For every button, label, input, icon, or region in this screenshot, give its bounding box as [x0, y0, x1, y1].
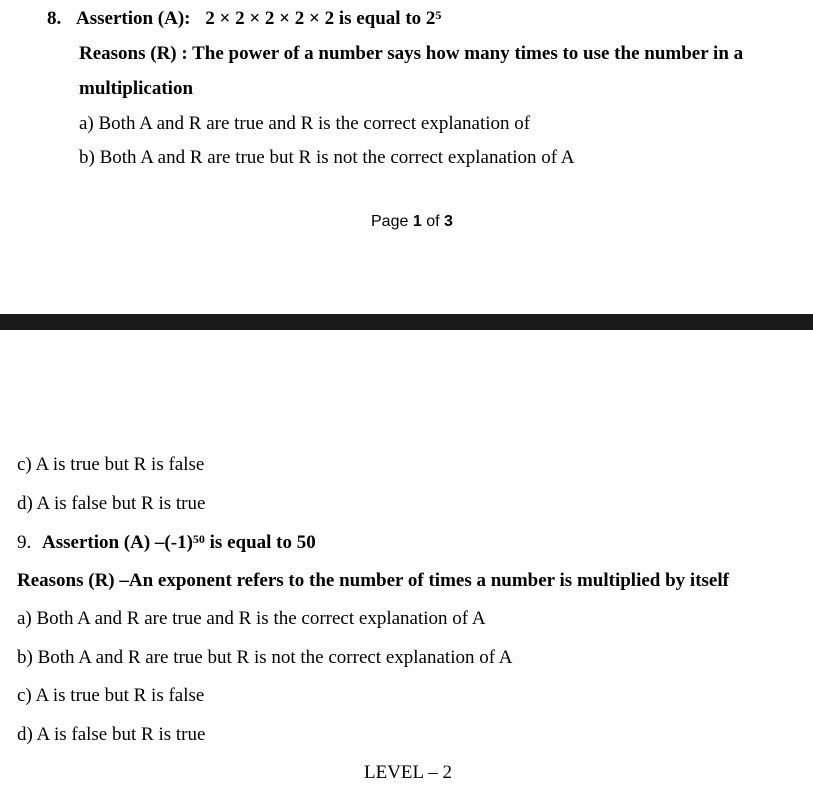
question-9-reason: Reasons (R) –An exponent refers to the number of times a number is multiplied by itself: [17, 570, 729, 591]
question-8-option-b: b) Both A and R are true but R is not the correct explanation of A: [79, 147, 575, 168]
question-9-assertion-exponent: 50: [192, 532, 205, 546]
question-8-assertion-expression: 2 × 2 × 2 × 2 × 2 is equal to 2: [205, 8, 436, 29]
page-break-divider: [0, 314, 813, 330]
question-8-option-c: c) A is true but R is false: [17, 454, 205, 475]
question-9-assertion-post: is equal to 50: [204, 532, 316, 553]
question-8-option-a: a) Both A and R are true and R is the correct explanation of: [79, 113, 531, 134]
question-9-option-b: b) Both A and R are true but R is not the correct explanation of A: [17, 647, 513, 668]
question-9-option-c: c) A is true but R is false: [17, 685, 205, 706]
question-8-assertion-exponent: 5: [435, 8, 442, 22]
section-heading: LEVEL – 2: [364, 762, 452, 783]
question-8-assertion: [47, 7, 441, 31]
page-word: Page: [371, 213, 409, 230]
page-current: 1: [412, 213, 422, 230]
question-8-option-d: d) A is false but R is true: [17, 493, 206, 514]
question-8-assertion-prefix: Assertion (A):: [76, 8, 191, 29]
question-9-assertion: [17, 531, 316, 555]
page-of-word: of: [426, 213, 440, 230]
question-8-reason-line-2: multiplication: [79, 78, 194, 99]
question-9-option-a: a) Both A and R are true and R is the correct explanation of A: [17, 608, 486, 629]
question-9-assertion-pre: Assertion (A) –(-1): [42, 532, 193, 553]
question-8-number: 8.: [47, 8, 62, 29]
question-9-number: 9.: [17, 532, 32, 553]
page-footer: [371, 210, 453, 234]
question-9-option-d: d) A is false but R is true: [17, 724, 206, 745]
page-total: 3: [443, 213, 453, 230]
question-8-reason-line-1: Reasons (R) : The power of a number says how many times to use the number in a: [79, 43, 744, 64]
